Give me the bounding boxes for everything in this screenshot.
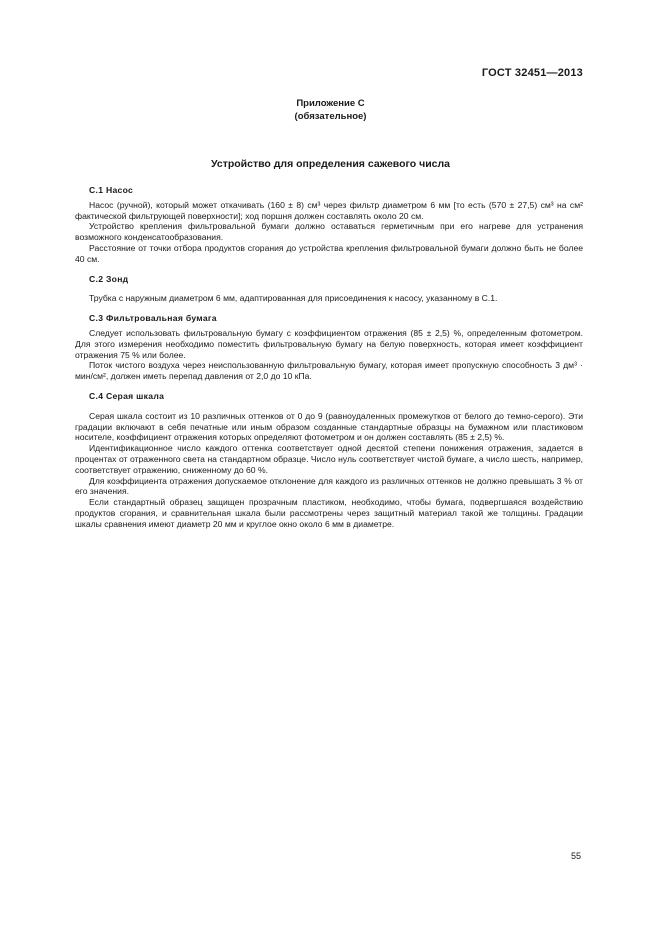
paragraph: Насос (ручной), который может откачивать (160 ± 8) см³ через фильтр диаметром 6 мм [то есть (570 ± 27,5) см³ на см² фактической фильтрующей поверхности]; ход поршня должен составлять около 20 см. bbox=[75, 199, 583, 221]
appendix-line-1: Приложение С bbox=[296, 98, 365, 109]
section-heading-c1: С.1 Насос bbox=[89, 185, 134, 195]
paragraph: Устройство крепления фильтровальной бумаги должно оставаться герметичным при его нагреве для устранения возможного конденсатообразования. bbox=[75, 221, 583, 243]
page-number: 55 bbox=[570, 851, 581, 861]
paragraph: Расстояние от точки отбора продуктов сгорания до устройства крепления фильтровальной бумаги должно быть не более 40 см. bbox=[75, 242, 583, 264]
paragraph: Для коэффициента отражения допускаемое отклонение для каждого из различных оттенков не должно превышать 3 % от его значения. bbox=[75, 475, 583, 497]
appendix-label bbox=[0, 97, 661, 123]
paragraph: Поток чистого воздуха через неиспользованную фильтровальную бумагу, которая имеет пропускную способность 3 дм³ · мин/см², должен иметь перепад давления от 2,0 до 10 кПа. bbox=[75, 360, 583, 382]
appendix-title: Устройство для определения сажевого числа bbox=[210, 158, 451, 170]
section-heading-c3: С.3 Фильтровальная бумага bbox=[89, 313, 217, 324]
paragraph: Идентификационное число каждого оттенка соответствует одной десятой степени понижения отражения, задается в процентах от отраженного света на стандартном образце. Число нуль соответствует чистой бумаге, а число шесть, например, соответствует отражению, сниженному до 60 %. bbox=[75, 443, 583, 475]
section-heading-c4: С.4 Серая шкала bbox=[89, 390, 165, 401]
paragraph: Трубка с наружным диаметром 6 мм, адаптированная для присоединения к насосу, указанному в С.1. bbox=[89, 293, 498, 304]
appendix-line-2: (обязательное) bbox=[294, 111, 367, 122]
section-heading-c2: С.2 Зонд bbox=[89, 273, 129, 284]
paragraph: Серая шкала состоит из 10 различных оттенков от 0 до 9 (равноудаленных промежутков от белого до темно-серого). Эти градации включают в себя печатные или иным образом созданные стандартные образцы на бумажном или пластиковом носителе, коэффициент отражения которых определяют фотометром и он должен составлять (85 ± 2,5) %. bbox=[75, 410, 583, 443]
paragraph: Если стандартный образец защищен прозрачным пластиком, необходимо, чтобы бумага, подвергшаяся воздействию продуктов сгорания, и сравнительная шкала были рассмотрены через защитный материал такой же толщины. Градации шкалы сравнения имеют диаметр 20 мм и круглое окно около 6 мм в диаметре. bbox=[75, 497, 583, 529]
paragraph: Следует использовать фильтровальную бумагу с коэффициентом отражения (85 ± 2,5) %, определенным фотометром. Для этого измерения необходимо поместить фильтровальную бумагу на белую поверхность, которая имеет коэффициент отражения 75 % или более. bbox=[75, 327, 583, 360]
document-body bbox=[75, 185, 583, 530]
document-code-header: ГОСТ 32451—2013 bbox=[481, 67, 583, 79]
